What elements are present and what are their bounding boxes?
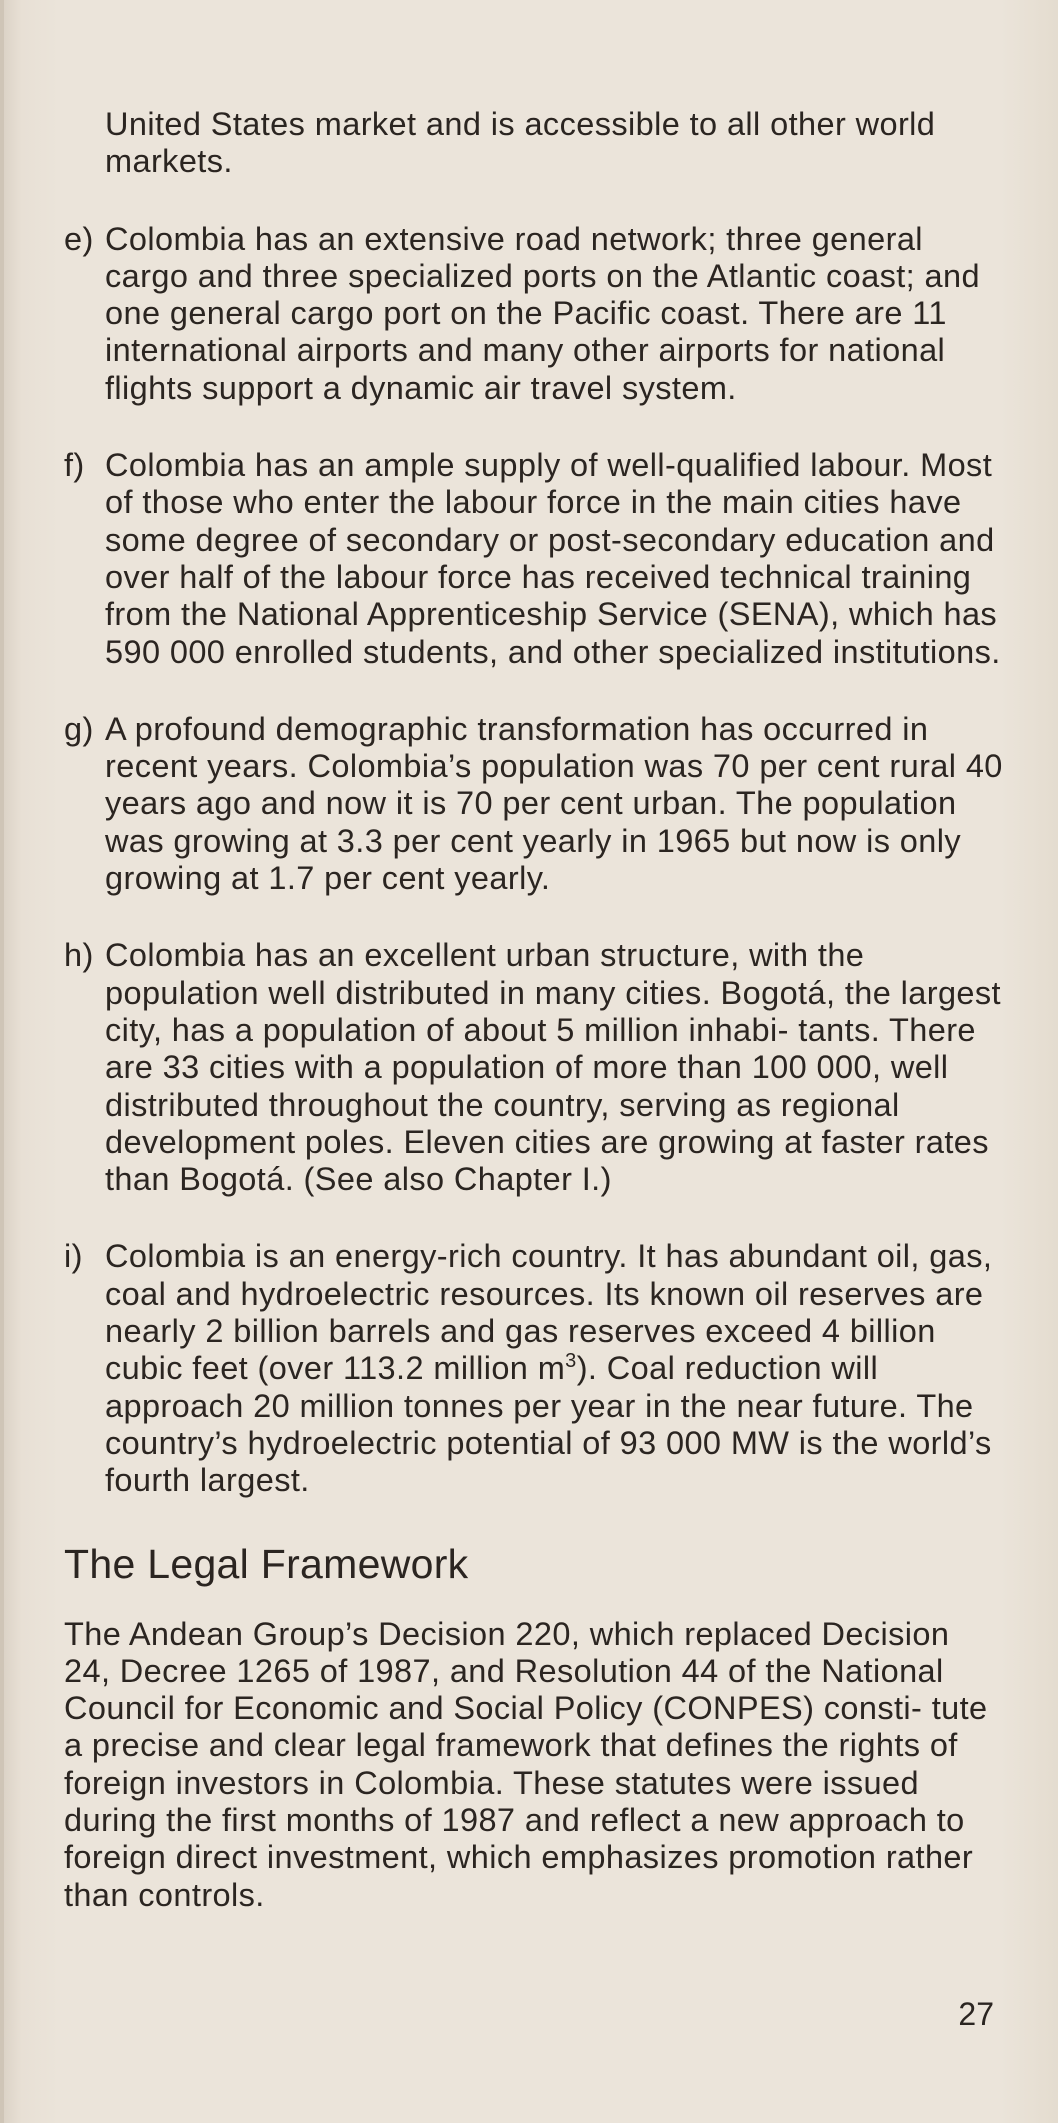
list-item-text-before: Colombia is an energy-rich country. It has abundant oil, gas, coal and hydroelectric resources. Its known oil reserves are nearly 2 billion barrels and gas reserves exceed 4 billion cubic feet (over 113.2 million m [105, 1238, 993, 1387]
list-marker: f) [64, 447, 85, 484]
list-item-text: Colombia has an excellent urban structure, with the population well distributed in many cities. Bogotá, the largest city, has a population of about 5 million inhabi- tants. There are 33 cities with a population of more than 100 000, well distributed throughout the country, serving as regional development poles. Eleven cities are growing at faster rates than Bogotá. (See also Chapter I.) [105, 937, 1001, 1198]
list-item-i [64, 1238, 1004, 1499]
list-item-text: Colombia has an ample supply of well-qualified labour. Most of those who enter the labour force in the main cities have some degree of secondary or post-secondary education and over half of the labour force has received technical training from the National Apprenticeship Service (SENA), which has 590 000 enrolled students, and other specialized institutions. [105, 447, 1001, 670]
section-body-paragraph: The Andean Group’s Decision 220, which replaced Decision 24, Decree 1265 of 1987, and Resolution 44 of the National Council for Economic and Social Policy (CONPES) consti- tute a precise and clear legal framework that defines the rights of foreign investors in Colombia. These statutes were issued during the first months of 1987 and reflect a new approach to foreign direct investment, which emphasizes promotion rather than controls. [64, 1615, 988, 1913]
list-item-f [64, 447, 1004, 671]
list-item-text [105, 1238, 1004, 1499]
continued-paragraph: United States market and is accessible to all other world markets. [105, 106, 936, 180]
list-marker: i) [64, 1238, 83, 1275]
list-item-text: Colombia has an extensive road network; three general cargo and three specialized ports on the Atlantic coast; and one general cargo port on the Pacific coast. There are 11 international airports and many other airports for national flights support a dynamic air travel system. [105, 220, 980, 406]
list-item-text-after: ). Coal reduction will approach 20 million tonnes per year in the near future. The country’s hydroelectric potential of 93 000 MW is the world’s fourth largest. [105, 1350, 992, 1499]
list-item-h [64, 937, 1004, 1198]
list-marker: g) [64, 710, 94, 747]
superscript-exponent: 3 [565, 1350, 577, 1373]
list-item-e [64, 221, 1004, 407]
page-number: 27 [958, 1996, 994, 2032]
list-item-g [64, 711, 1004, 897]
section-heading: The Legal Framework [64, 1540, 469, 1587]
page-spine-edge [0, 0, 4, 2123]
list-item-text: A profound demographic transformation has occurred in recent years. Colombia’s population was 70 per cent rural 40 years ago and now it is 70 per cent urban. The population was growing at 3.3 per cent yearly in 1965 but now is only growing at 1.7 per cent yearly. [105, 710, 1003, 897]
list-marker: e) [64, 220, 94, 257]
page-content [64, 106, 1004, 1914]
list-marker: h) [64, 937, 94, 974]
